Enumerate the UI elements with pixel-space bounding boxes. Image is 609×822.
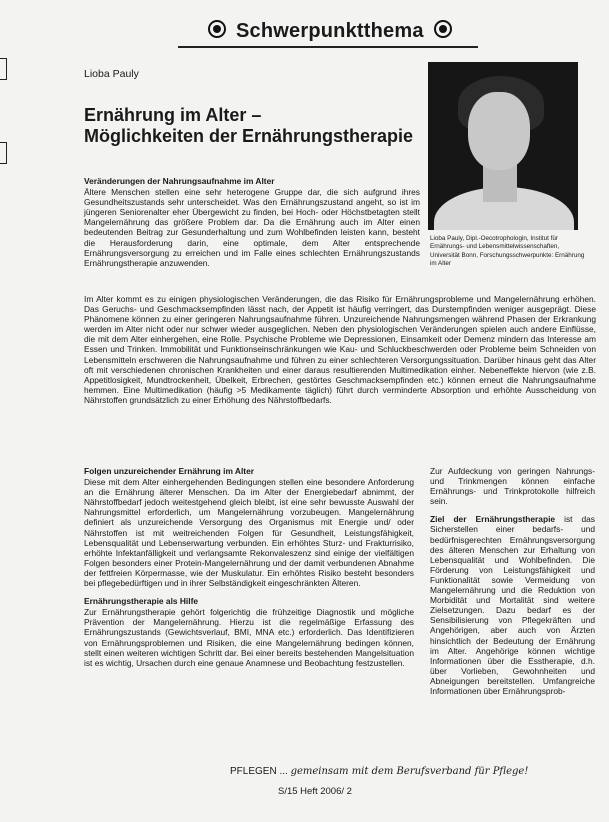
footer-slogan — [230, 766, 528, 777]
page-info: S/15 Heft 2006/ 2 — [278, 786, 352, 797]
photo-caption: Lioba Pauly, Dipl.-Oecotrophologin, Institut für Ernährungs- und Lebensmittelwissenschaften, Universität Bonn, Forschungsschwerpunkte: Ernährung im Alter — [430, 235, 585, 267]
author-name: Lioba Pauly — [84, 68, 139, 80]
footer-brand: PFLEGEN ... — [230, 766, 288, 777]
bullseye-icon — [434, 20, 452, 38]
body-paragraph: Im Alter kommt es zu einigen physiologischen Veränderungen, die das Risiko für Ernährungsprobleme und Mangelernährung erhöhen. Das Geruchs- und Geschmacksempfinden lässt nach, der Appetit ist häufig verringert, das Durstempfinden weniger ausgeprägt. Diese Phänomene können zu einer geringeren Nahrungsaufnahme führen. Unzureichende Nahrungsmengen während Phasen der Erkrankung werden im Alter nicht oder nur schwer wieder ausgeglichen. Neben den physiologischen Veränderungen spielen auch andere Einflüsse, die mit dem Alter einhergehen, eine Rolle. Psychische Probleme wie Depressionen, Einsamkeit oder Demenz mindern das Interesse am Essen und Trinken. Immobilität und Funktionseinschränkungen wie Kau- und Schluckbeschwerden oder Probleme beim Schneiden von Lebensmitteln erschweren die Nahrungsaufnahme und führen zu einer schlechteren Versorgungssituation. Darüber hinaus geht das Alter oft mit verschiedenen chronischen Krankheiten und einer daraus resultierenden Multimedikation einher. Nebeneffekte hiervon (wie z.B. Appetitlosigkeit, Mundtrockenheit, Übelkeit, Erbrechen, gestörtes Geschmacksempfinden etc.) können erneut die Nahrungsaufnahme hemmen. Eine Multimedikation (häufig >5 Medikamente täglich) führt durch verminderte Absorption und erhöhte Ausscheidung von Nährstoffen grundsätzlich zu einer Erhöhung des Nährstoffbedarfs. — [84, 294, 596, 405]
section-header — [198, 20, 462, 43]
left-column — [84, 466, 414, 668]
body-text: ist das Sicherstellen einer bedarfs- und bedürfnisgerechten Ernährungsversorgung des älteren Menschen zur Erhaltung von Lebensqualität und Wohlbefinden. Die Förderung von Leistungsfähigkeit und Funktionalität sowie Vermeidung von Mangelernährung und die Reduktion von Morbidität und Mortalität sind weitere Zielsetzungen. Dazu bedarf es der Sensibilisierung von Pflegekräften und Angehörigen, aber auch von Ärzten hinsichtlich der Bedeutung der Ernährung im Alter. Angehörige können wichtige Informationen über die Esstherapie, d.h. über Vorlieben, Gewohnheiten und Abneigungen bereitstellen. Umfangreiche Informationen über Ernährungsprob- — [430, 514, 595, 696]
margin-mark — [0, 58, 7, 80]
right-column — [430, 466, 595, 696]
body-paragraph — [430, 514, 595, 696]
article-title-line: Möglichkeiten der Ernährungstherapie — [84, 126, 414, 146]
article-title-line: Ernährung im Alter – — [84, 105, 262, 125]
bullseye-icon — [208, 20, 226, 38]
body-paragraph: Zur Ernährungstherapie gehört folgerichtig die frühzeitige Diagnostik und mögliche Prävention der Mangelernährung. Hierzu ist die regelmäßige Erfassung des Ernährungszustands (Gewichtsverlauf, BMI, MNA etc.) erforderlich. Das Identifizieren von Ernährungsproblemen und Risiken, die eine Mangelernährung bedingen können, stellt einen weiteren wichtigen Schritt dar. Bei einer bereits bestehenden Mangelsituation ist es wichtig, Ursachen durch eine genaue Anamnese und Beobachtung festzustellen. — [84, 607, 414, 668]
footer-tagline: gemeinsam mit dem Berufsverband für Pflege! — [290, 766, 529, 777]
article-title — [84, 105, 413, 147]
intro-section — [84, 176, 420, 268]
body-paragraph: Zur Aufdeckung von geringen Nahrungs- und Trinkmengen können einfache Ernährungs- und Trinkprotokolle hilfreich sein. — [430, 466, 595, 507]
author-photo — [428, 62, 578, 230]
margin-mark — [0, 142, 7, 164]
section-heading: Ernährungstherapie als Hilfe — [84, 596, 199, 607]
wide-section — [84, 294, 596, 405]
body-paragraph: Diese mit dem Alter einhergehenden Bedingungen stellen eine besondere Anforderung an die Ernährung älterer Menschen. Da im Alter der Energiebedarf abnimmt, der Nährstoffbedarf jedoch weitestgehend gleich bleibt, ist eine sehr bewusste Auswahl der Nahrungsmittel erforderlich, um Mangelernährung vorzubeugen. Mangelernährung definiert als unzureichende Versorgung des Organismus mit Energie und/ oder Nährstoffen ist mit weitreichenden Folgen für Gesundheit, Leistungsfähigkeit, Lebensqualität und Lebenserwartung verbunden. Ein erhöhtes Sturz- und Frakturrisiko, erhöhte Infektanfälligkeit und verlangsamte Rekonvaleszenz sind einige der vielfältigen Folgen besonders einer Protein-Mangelernährung und der damit verbundenen Abnahme der fettfreien Körpermasse, wie der Muskulatur. Ein erhöhtes Risiko besteht besonders bei pflegebedürftigen und in ihrer Selbständigkeit eingeschränkten Älteren. — [84, 477, 414, 589]
section-header-title: Schwerpunktthema — [236, 20, 424, 42]
section-heading: Ziel der Ernährungstherapie — [430, 514, 556, 525]
header-rule — [178, 46, 478, 48]
section-heading: Veränderungen der Nahrungsaufnahme im Alter — [84, 176, 275, 186]
section-heading: Folgen unzureichender Ernährung im Alter — [84, 466, 254, 476]
body-paragraph: Ältere Menschen stellen eine sehr heterogene Gruppe dar, die sich aufgrund ihres Gesundheitszustands sehr unterscheidet. Was den Ernährungszustand angeht, so ist im jüngeren Seniorenalter eher Übergewicht zu finden, bei Hoch- oder Höchstbetagten stellt Mangelernährung das größere Problem dar. Da die Ernährung auch im Alter einen bedeutenden Beitrag zur Gesunderhaltung und zum Wohlbefinden leisten kann, besteht die Herausforderung darin, eine optimale, dem Alter entsprechende Ernährungsversorgung zu erreichen und im Falle eines schlechten Ernährungszustands Ernährungstherapie anzuwenden. — [84, 187, 420, 268]
